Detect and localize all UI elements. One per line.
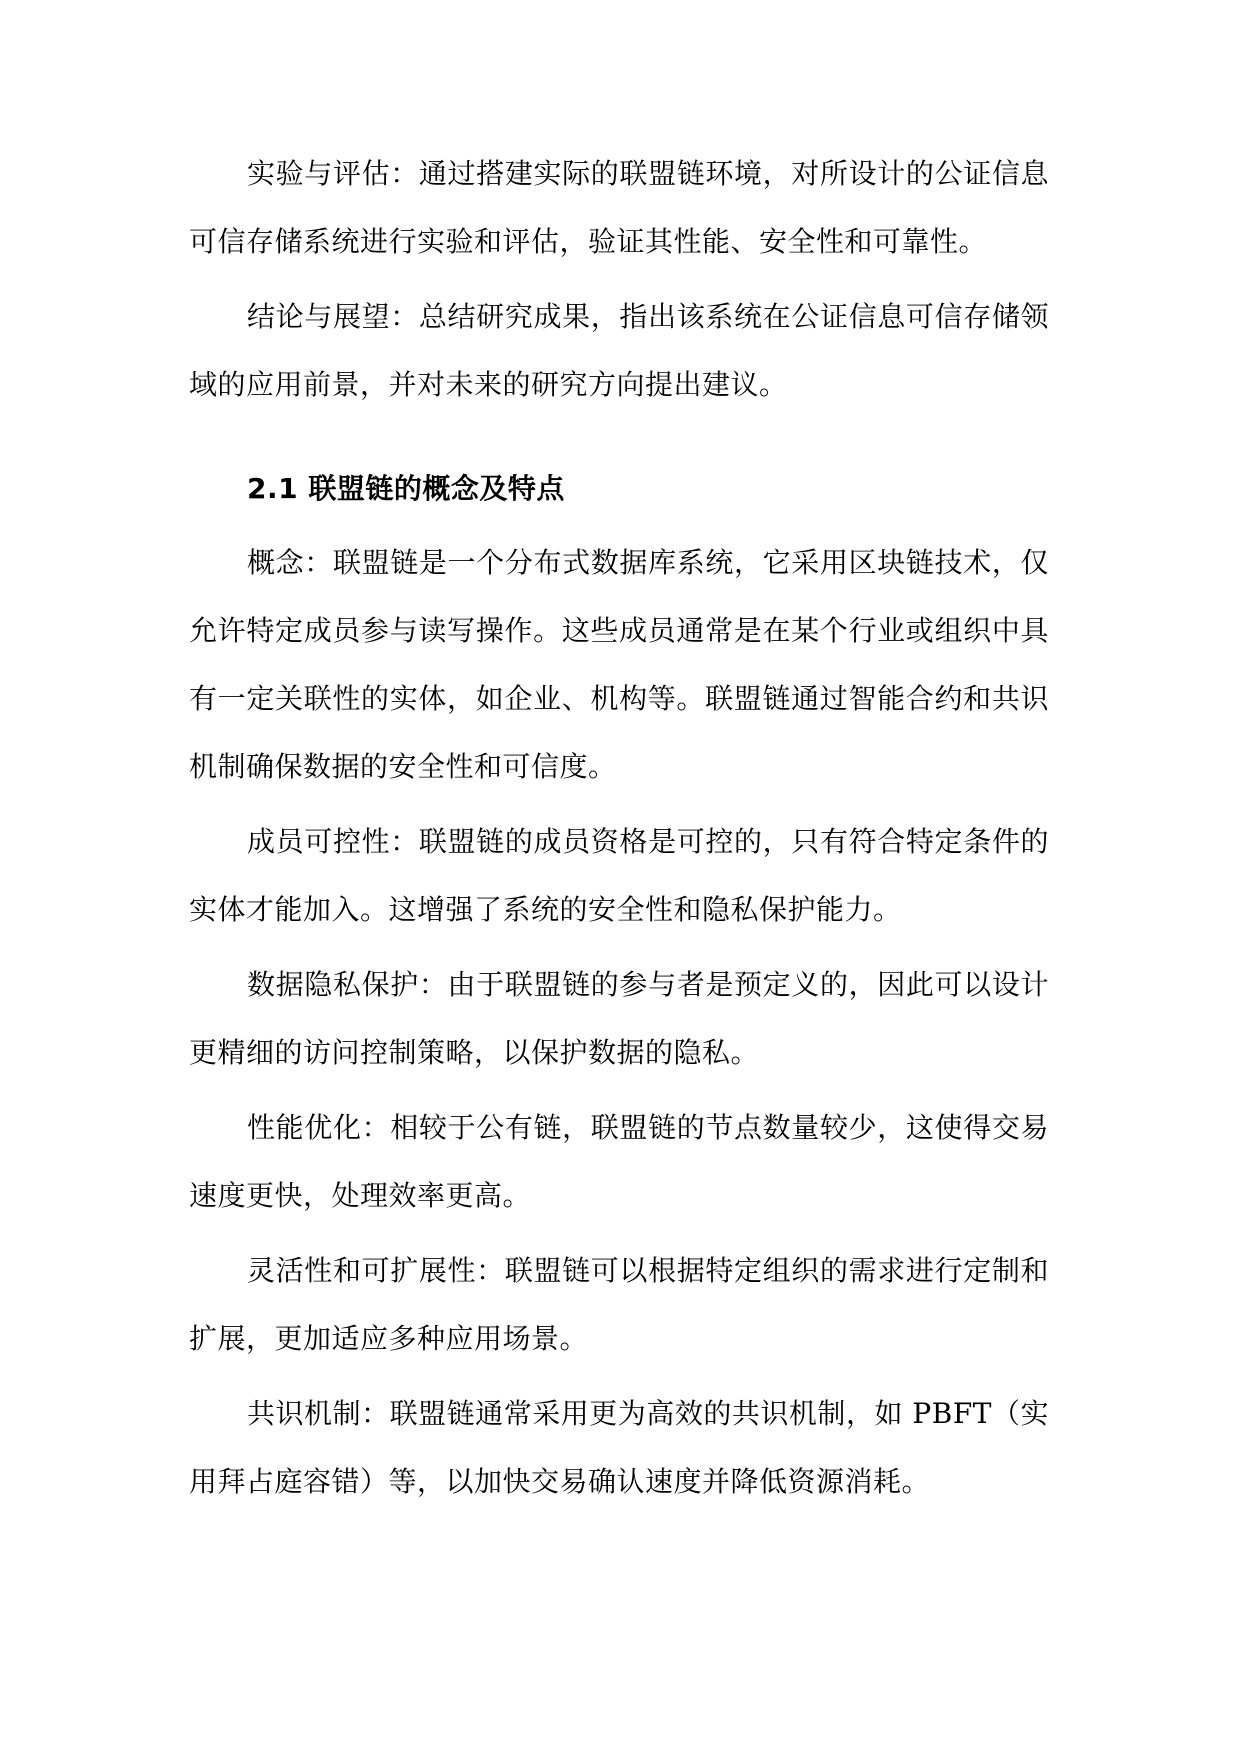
paragraph-flexibility: 灵活性和可扩展性：联盟链可以根据特定组织的需求进行定制和扩展，更加适应多种应用场景。 [189, 1254, 1049, 1355]
paragraph-consensus: 共识机制：联盟链通常采用更为高效的共识机制，如 PBFT（实用拜占庭容错）等，以加快交易确认速度并降低资源消耗。 [189, 1397, 1049, 1498]
document-body [189, 140, 1049, 1523]
paragraph-concept: 概念：联盟链是一个分布式数据库系统，它采用区块链技术，仅允许特定成员参与读写操作。这些成员通常是在某个行业或组织中具有一定关联性的实体，如企业、机构等。联盟链通过智能合约和共识机制确保数据的安全性和可信度。 [189, 546, 1049, 783]
section-heading: 2.1 联盟链的概念及特点 [247, 472, 565, 505]
paragraph-member-controllability: 成员可控性：联盟链的成员资格是可控的，只有符合特定条件的实体才能加入。这增强了系统的安全性和隐私保护能力。 [189, 825, 1049, 926]
paragraph-experiment-evaluation: 实验与评估：通过搭建实际的联盟链环境，对所设计的公证信息可信存储系统进行实验和评估，验证其性能、安全性和可靠性。 [189, 157, 1049, 258]
paragraph-performance: 性能优化：相较于公有链，联盟链的节点数量较少，这使得交易速度更快，处理效率更高。 [189, 1111, 1049, 1212]
paragraph-conclusion-outlook: 结论与展望：总结研究成果，指出该系统在公证信息可信存储领域的应用前景，并对未来的研究方向提出建议。 [189, 300, 1049, 401]
paragraph-data-privacy: 数据隐私保护：由于联盟链的参与者是预定义的，因此可以设计更精细的访问控制策略，以保护数据的隐私。 [189, 968, 1049, 1069]
